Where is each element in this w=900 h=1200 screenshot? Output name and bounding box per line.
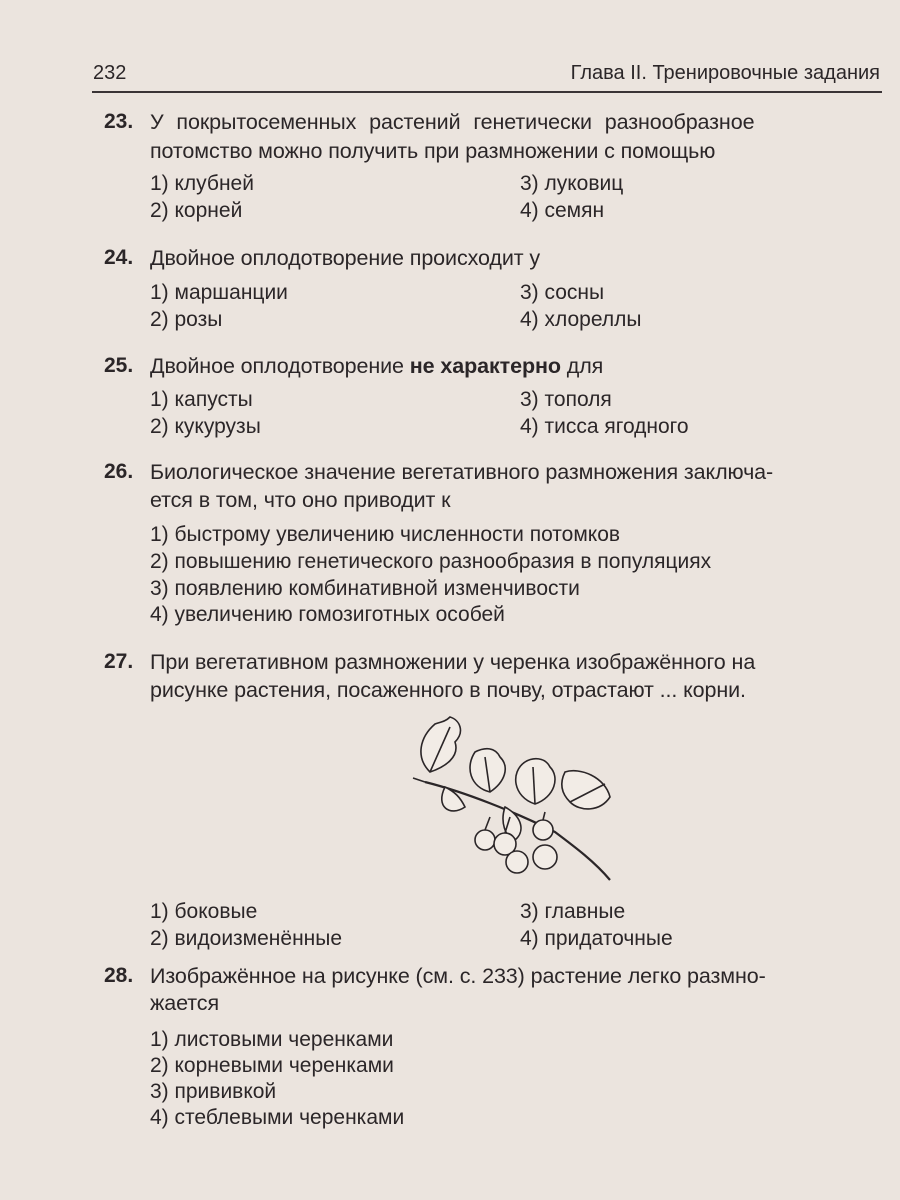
answer-option: 1) капусты: [150, 388, 253, 411]
page-number: 232: [93, 62, 127, 84]
question-number: 24.: [104, 246, 134, 269]
chapter-title: Глава II. Тренировочные задания: [570, 62, 880, 84]
answer-option: 3) тополя: [520, 388, 612, 411]
answer-option: 4) семян: [520, 199, 605, 222]
question-number: 28.: [104, 964, 134, 987]
gooseberry-branch-illustration: [405, 712, 625, 887]
answer-option: 4) хлореллы: [520, 308, 642, 331]
question-text: Биологическое значение вегетативного размножения заключа-: [150, 460, 774, 484]
answer-option: 3) появлению комбинативной изменчивости: [150, 577, 580, 600]
answer-option: 1) клубней: [150, 172, 254, 195]
question-text: потомство можно получить при размножении с помощью: [150, 139, 716, 163]
question-text: Двойное оплодотворение происходит у: [150, 246, 541, 270]
answer-option: 4) стеблевыми черенками: [150, 1106, 405, 1129]
question-text: жается: [150, 991, 219, 1015]
question-text-part: Двойное оплодотворение: [150, 354, 410, 378]
answer-option: 1) боковые: [150, 900, 258, 923]
question-text: [150, 354, 603, 379]
answer-option: 4) тисса ягодного: [520, 415, 689, 438]
header-rule: [92, 91, 882, 93]
answer-option: 4) увеличению гомозиготных особей: [150, 603, 505, 626]
question-number: 25.: [104, 354, 134, 377]
question-number: 27.: [104, 650, 134, 673]
question-text: ется в том, что оно приводит к: [150, 488, 451, 512]
answer-option: 1) быстрому увеличению численности потомков: [150, 523, 621, 546]
question-text: При вегетативном размножении у черенка изображённого на: [150, 650, 756, 674]
answer-option: 2) кукурузы: [150, 415, 261, 438]
question-text-part: для: [560, 354, 604, 378]
question-number: 23.: [104, 110, 134, 133]
question-number: 26.: [104, 460, 134, 483]
question-text: Изображённое на рисунке (см. с. 233) растение легко размно-: [150, 964, 766, 988]
answer-option: 3) сосны: [520, 281, 605, 304]
answer-option: 3) главные: [520, 900, 626, 923]
question-text: У покрытосеменных растений генетически разнообразное: [150, 110, 755, 134]
question-text-bold: не характерно: [409, 354, 561, 378]
answer-option: 2) видоизменённые: [150, 927, 343, 950]
answer-option: 3) прививкой: [150, 1080, 277, 1103]
answer-option: 2) повышению генетического разнообразия в популяциях: [150, 550, 712, 573]
answer-option: 3) луковиц: [520, 172, 624, 195]
question-text: рисунке растения, посаженного в почву, отрастают ... корни.: [150, 678, 746, 702]
answer-option: 1) листовыми черенками: [150, 1028, 394, 1051]
answer-option: 2) розы: [150, 308, 223, 331]
answer-option: 4) придаточные: [520, 927, 673, 950]
answer-option: 1) маршанции: [150, 281, 288, 304]
answer-option: 2) корней: [150, 199, 243, 222]
answer-option: 2) корневыми черенками: [150, 1054, 394, 1077]
